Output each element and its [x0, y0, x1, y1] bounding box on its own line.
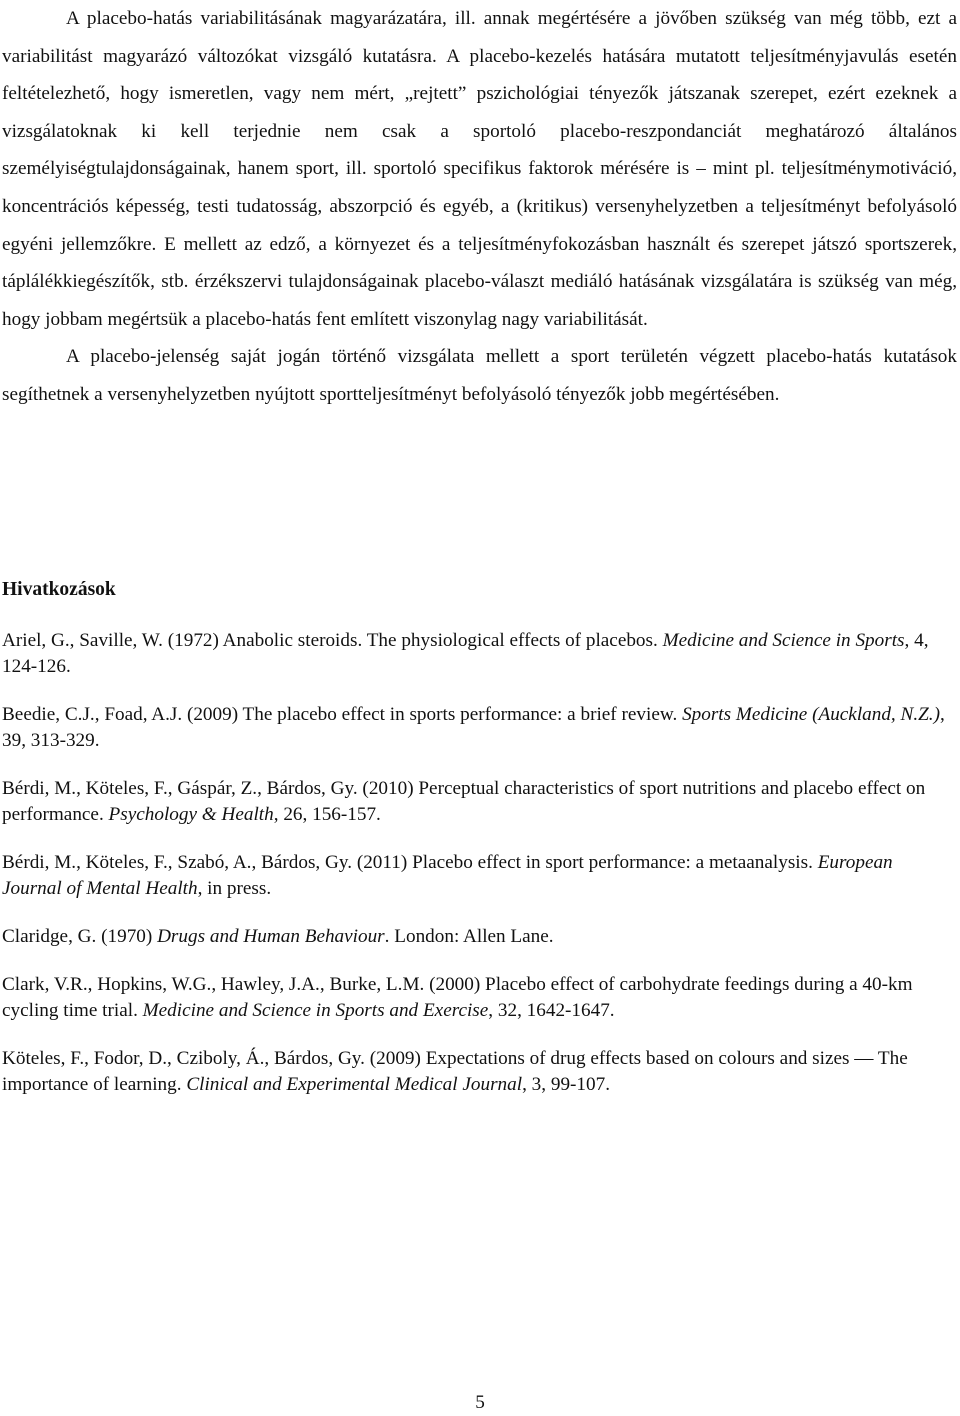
reference-item [2, 702, 957, 754]
reference-authors: Claridge, G. (1970) [2, 926, 158, 947]
page-number: 5 [475, 1392, 485, 1413]
references-heading: Hivatkozások [2, 579, 116, 600]
reference-item [2, 850, 957, 902]
reference-source: Clinical and Experimental Medical Journal [186, 1074, 523, 1095]
reference-list [2, 628, 957, 1120]
reference-details: , in press. [197, 878, 272, 899]
reference-source: Psychology & Health [108, 804, 274, 825]
reference-details: , 32, 1642-1647. [488, 1000, 615, 1021]
reference-item [2, 924, 957, 950]
reference-authors: Bérdi, M., Köteles, F., Gáspár, Z., Bárdos, Gy. (2010) Perceptual characteristics of sport nutritions and placebo effect on performance. [2, 778, 926, 825]
reference-source: European Journal of Mental Health [2, 852, 893, 899]
body-text [2, 0, 957, 414]
reference-item [2, 1046, 957, 1098]
reference-details: , 39, 313-329. [2, 704, 945, 751]
reference-item [2, 776, 957, 828]
reference-details: , 3, 99-107. [522, 1074, 610, 1095]
reference-source: Sports Medicine (Auckland, N.Z.) [682, 704, 940, 725]
reference-source: Medicine and Science in Sports [662, 630, 905, 651]
reference-source: Drugs and Human Behaviour [157, 926, 385, 947]
reference-details: . London: Allen Lane. [384, 926, 554, 947]
reference-authors: Ariel, G., Saville, W. (1972) Anabolic steroids. The physiological effects of placebos. [2, 630, 663, 651]
reference-details: , 26, 156-157. [273, 804, 381, 825]
body-paragraph-2: A placebo-jelenség saját jogán történő vizsgálata mellett a sport területén végzett placebo-hatás kutatások segíthetnek a versenyhelyzetben nyújtott sportteljesítményt befolyásoló tényezők jobb megértésében. [2, 346, 957, 405]
reference-authors: Köteles, F., Fodor, D., Cziboly, Á., Bárdos, Gy. (2009) Expectations of drug effects based on colours and sizes — The importance of learning. [2, 1048, 908, 1095]
reference-item [2, 972, 957, 1024]
reference-details: , 4, 124-126. [2, 630, 929, 677]
reference-authors: Bérdi, M., Köteles, F., Szabó, A., Bárdos, Gy. (2011) Placebo effect in sport performance: a metaanalysis. [2, 852, 818, 873]
reference-item [2, 628, 957, 680]
reference-source: Medicine and Science in Sports and Exercise [142, 1000, 489, 1021]
body-paragraph-1: A placebo-hatás variabilitásának magyarázatára, ill. annak megértésére a jövőben szükség van még több, ezt a variabilitást magyarázó változókat vizsgáló kutatásra. A placebo-kezelés hatására mutatott teljesítményjavulás esetén feltételezhető, hogy ismeretlen, vagy nem mért, „rejtett” pszichológiai tényezők játszanak szerepet, ezért ezeknek a vizsgálatoknak ki kell terjednie nem csak a sportoló placebo-reszpondanciát meghatározó általános személyiségtulajdonságainak, hanem sport, ill. sportoló specifikus faktorok mérésére is – mint pl. teljesítménymotiváció, koncentrációs képesség, testi tudatosság, abszorpció és egyéb, a (kritikus) versenyhelyzetben a teljesítményt befolyásoló egyéni jellemzőkre. E mellett az edző, a környezet és a teljesítményfokozásban használt és szerepet játszó sportszerek, táplálékkiegészítők, stb. érzékszervi tulajdonságainak placebo-választ mediáló hatásának vizsgálatára is szükség van még, hogy jobbam megértsük a placebo-hatás fent említett viszonylag nagy variabilitását. [2, 8, 957, 330]
reference-authors: Beedie, C.J., Foad, A.J. (2009) The placebo effect in sports performance: a brief review. [2, 704, 683, 725]
reference-authors: Clark, V.R., Hopkins, W.G., Hawley, J.A., Burke, L.M. (2000) Placebo effect of carbohydrate feedings during a 40-km cycling time trial. [2, 974, 913, 1021]
